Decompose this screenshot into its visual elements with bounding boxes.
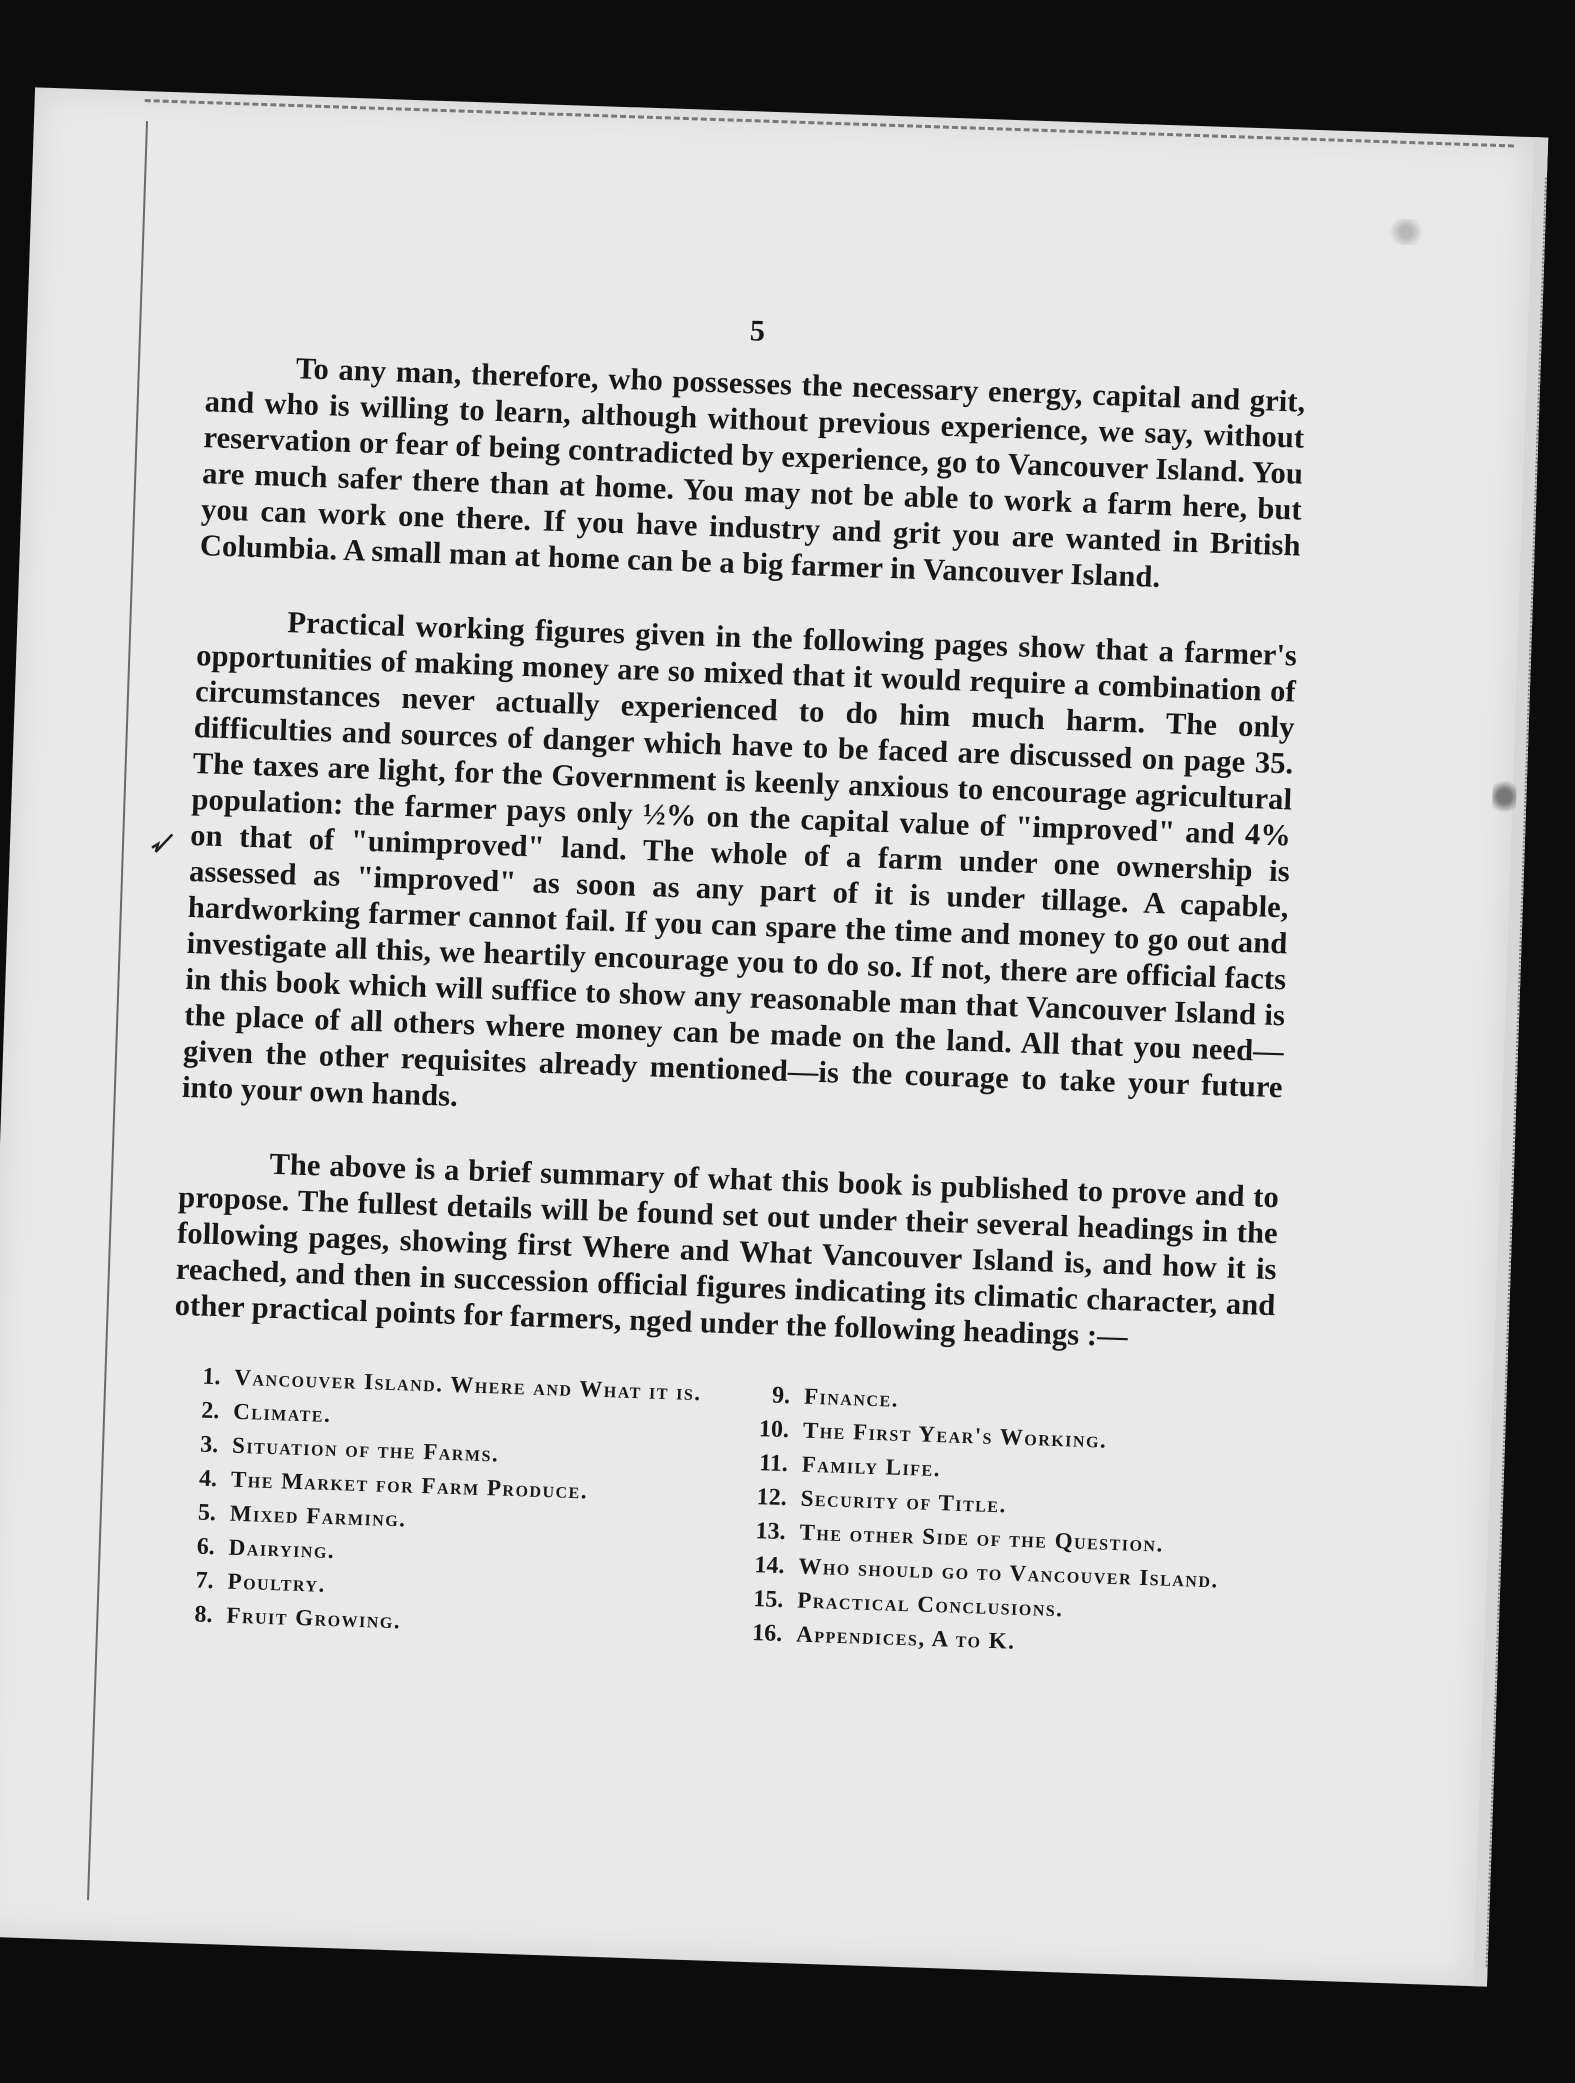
- toc-item-number: 11.: [758, 1450, 789, 1478]
- page-content: [164, 295, 1308, 1669]
- ink-blot: [1492, 776, 1517, 817]
- toc-item-title: Who should go to Vancouver Island.: [798, 1553, 1220, 1593]
- ink-blot: [1386, 218, 1427, 245]
- toc-item-title: The First Year's Working.: [802, 1417, 1108, 1453]
- toc-item-title: Security of Title.: [800, 1485, 1008, 1518]
- page-top-edge: [145, 99, 1514, 151]
- toc-item-title: The other Side of the Question.: [799, 1519, 1165, 1557]
- paragraph: Practical working figures given in the following pages show that a farmer's opportunities of making money are so mixed that it would require a combination of circumstances never actually experienced to do him much harm. The only difficulties and sources of danger which have to be faced are discussed on page 35. The taxes are light, for the Government is keenly anxious to encourage agricultural population: the farmer pays only ½% on the capital value of "improved" and 4% on that of "unimproved" land. The whole of a farm under one ownership is assessed as "improved" as soon as any part of it is under tillage. A capable, hardworking farmer cannot fail. If you can spare the time and money to go out and investigate all this, we heartily encourage you to do so. If not, there are official facts in this book which will suffice to show any reasonable man that Vancouver Island is the place of all others where money can be made on the land. All that you need—given the other requisites already mentioned—is the courage to take your future into your own hands.: [181, 605, 1298, 1113]
- toc-item-number: 1.: [202, 1363, 221, 1391]
- page-right-edge: [1476, 177, 1547, 1966]
- checkmark-icon: [150, 832, 175, 857]
- book-page: [0, 87, 1548, 1986]
- toc-item-title: Finance.: [803, 1383, 900, 1412]
- toc-item-title: Situation of the Farms.: [231, 1432, 500, 1467]
- toc-item-number: 10.: [758, 1416, 790, 1444]
- toc-item-number: 14.: [754, 1552, 785, 1580]
- toc-item-title: Dairying.: [228, 1534, 336, 1564]
- toc-item-number: 3.: [199, 1431, 219, 1459]
- toc-item-title: Climate.: [232, 1398, 332, 1427]
- toc-column-right: [734, 1380, 1273, 1669]
- toc-item-title: Practical Conclusions.: [796, 1587, 1064, 1622]
- toc-item-number: 4.: [198, 1465, 218, 1493]
- toc-column-left: [164, 1361, 703, 1650]
- paragraph: The above is a brief summary of what this book is published to prove and to propose. The fullest details will be found set out under their several headings in the following pages, showing first Where and What Vancouver Island is, and how it is reached, and then in succession official figures indicating its climatic character, and other practical points for farmers, nged under the following headings :—: [174, 1146, 1280, 1354]
- toc-item-number: 12.: [756, 1484, 788, 1512]
- toc-item-number: 6.: [196, 1533, 216, 1561]
- binding-edge: [87, 121, 148, 1900]
- page-number: 5: [749, 314, 766, 348]
- toc-item-title: The Market for Farm Produce.: [230, 1466, 589, 1504]
- toc-item-title: Fruit Growing.: [226, 1602, 402, 1634]
- toc-item-title: Vancouver Island. Where and What it is.: [234, 1364, 703, 1406]
- toc-item-number: 5.: [197, 1499, 217, 1527]
- toc-item-number: 8.: [194, 1601, 213, 1629]
- toc-item-number: 2.: [200, 1397, 220, 1425]
- toc-item-number: 13.: [755, 1518, 787, 1546]
- toc-item-title: Appendices, A to K.: [795, 1621, 1016, 1654]
- toc-item-title: Mixed Farming.: [229, 1500, 407, 1532]
- toc-item-number: 9.: [771, 1382, 791, 1410]
- table-of-contents: [164, 1361, 1272, 1669]
- toc-item-number: 16.: [751, 1620, 783, 1648]
- toc-item-number: 15.: [752, 1586, 784, 1614]
- toc-item-title: Poultry.: [227, 1568, 327, 1597]
- toc-item-number: 7.: [195, 1567, 215, 1595]
- toc-item-title: Family Life.: [801, 1451, 942, 1482]
- paragraph: To any man, therefore, who possesses the necessary energy, capital and grit, and who is willing to learn, although without previous experience, we say, without reservation or fear of being contradicted by experience, go to Vancouver Island. You are much safer there than at home. You may not be able to work a farm here, but you can work one there. If you have industry and grit you are wanted in British Columbia. A small man at home can be a big farmer in Vancouver Island.: [199, 351, 1306, 594]
